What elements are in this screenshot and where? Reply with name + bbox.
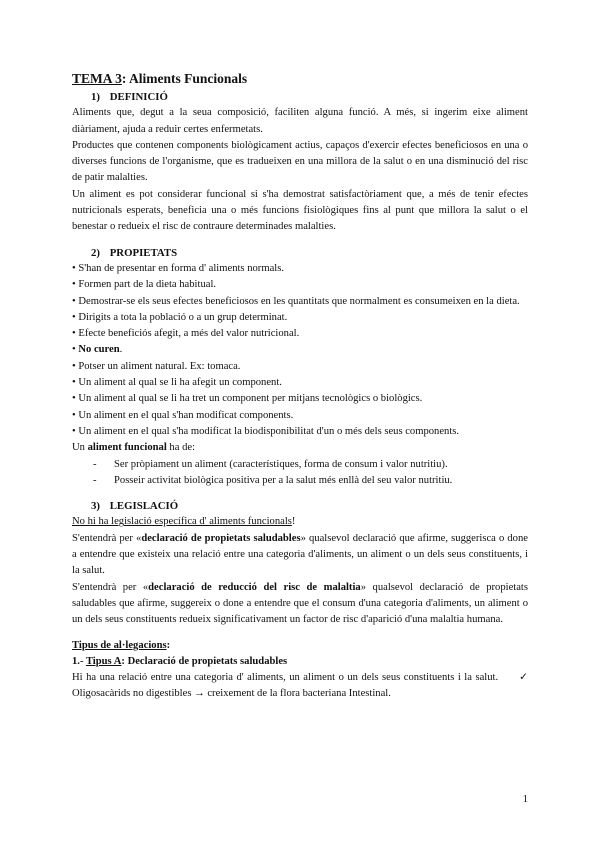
paragraph: S'entendrà per «declaració de propietats saludables» qualsevol declaració que afirme, suggerisca o done a entendre que existeix una relació entre una categoria d'aliments, un aliment o un dels seus constituents, i la salut. <box>72 532 528 577</box>
check-item: ✓ Oligosacàrids no digestibles → creixement de la flora bacteriana Intestinal. <box>72 672 529 700</box>
functional-intro: Un aliment funcional ha de: <box>72 442 196 454</box>
list-item: • Un aliment en el qual s'ha modificat la biodisponibilitat d'un o més dels seus components. <box>72 425 460 437</box>
list-item: • Demostrar-se els seus efectes beneficiosos en les quantitats que normalment es consumeixen en la dieta. <box>72 295 520 307</box>
title-rest: : Aliments Funcionals <box>121 71 248 86</box>
tipus-a-heading: 1.- Tipus A: Declaració de propietats saludables <box>72 655 288 667</box>
list-item: • Formen part de la dieta habitual. <box>72 279 217 291</box>
document-page <box>72 70 528 703</box>
section-heading-propietats <box>72 245 528 261</box>
dash-item: - Posseir activitat biològica positiva per a la salut més enllà del seu valor nutritiu. <box>72 473 528 489</box>
section-title: LEGISLACIÓ <box>109 500 179 513</box>
bold-text: No curen <box>78 344 120 356</box>
bold-text: declaració de reducció del risc de malaltia <box>148 581 361 593</box>
list-item: • Dirigits a tota la població o a un grup determinat. <box>72 311 288 323</box>
bold-text: aliment funcional <box>87 442 167 454</box>
section-heading-definicio <box>72 89 528 105</box>
paragraph: Un aliment es pot considerar funcional si s'ha demostrat satisfactòriament que, a més de tenir efectes nutricionals esperats, beneficia una o més funcions fisiològiques fins al punt que millora la salut o el benestar o redueix el risc de contraure determinades malalties. <box>72 188 528 233</box>
section-heading-legislacio <box>72 498 528 514</box>
page-title <box>72 70 528 87</box>
paragraph: Aliments que, degut a la seua composició, faciliten alguna funció. A més, si ingerim eixe aliment diàriament, ajuda a reduir certes enfermetats. <box>72 107 528 135</box>
dash-marker: - <box>93 474 97 486</box>
section-number: 2) <box>91 246 100 259</box>
list-item-no-curen: • No curen. <box>72 344 123 356</box>
list-item: • Un aliment en el qual s'han modificat components. <box>72 409 294 421</box>
section-title: PROPIETATS <box>109 246 178 259</box>
section-number: 1) <box>91 91 100 103</box>
list-item: • S'han de presentar en forma d' aliments normals. <box>72 262 284 274</box>
section-title: DEFINICIÓ <box>109 91 168 103</box>
list-item: • Un aliment al qual se li ha afegit un component. <box>72 377 282 389</box>
tipus-heading: Tipus de al·legacions: <box>72 639 171 651</box>
dash-item: - Ser pròpiament un aliment (característiques, forma de consum i valor nutritiu). <box>72 457 528 473</box>
list-item: • Efecte beneficiós afegit, a més del valor nutricional. <box>72 328 300 340</box>
page-number: 1 <box>522 794 528 805</box>
paragraph: S'entendrà per «declaració de reducció del risc de malaltia» qualsevol declaració de propietats saludables que afirme, suggereix o done a entendre que el consum d'una categoria d'aliments, un aliment o un dels seus constituents redueix significativament un factor de risc d'aparició d'una malaltia humana. <box>72 581 528 626</box>
dash-marker: - <box>93 458 97 470</box>
paragraph: Productes que contenen components biològicament actius, capaços d'exercir efectes beneficiosos en una o diverses funcions de l'organisme, que es tradueixen en una millora de la salut o en una disminució del risc de patir malalties. <box>72 139 528 184</box>
paragraph: Hi ha una relació entre una categoria d' aliments, un aliment o un dels seus constituents i la salut. ✓ Oligosacàrids no digestibles → creixement de la flora bacteriana Intestinal. <box>72 672 529 700</box>
title-prefix: TEMA 3 <box>72 71 122 86</box>
section-number: 3) <box>91 500 100 513</box>
list-item: • Potser un aliment natural. Ex: tomaca. <box>72 360 241 372</box>
legislation-note: No hi ha legislació específica d' aliments funcionals! <box>72 516 296 528</box>
list-item: • Un aliment al qual se li ha tret un component per mitjans tecnològics o biològics. <box>72 393 423 405</box>
bold-text: declaració de propietats saludables <box>141 532 301 544</box>
